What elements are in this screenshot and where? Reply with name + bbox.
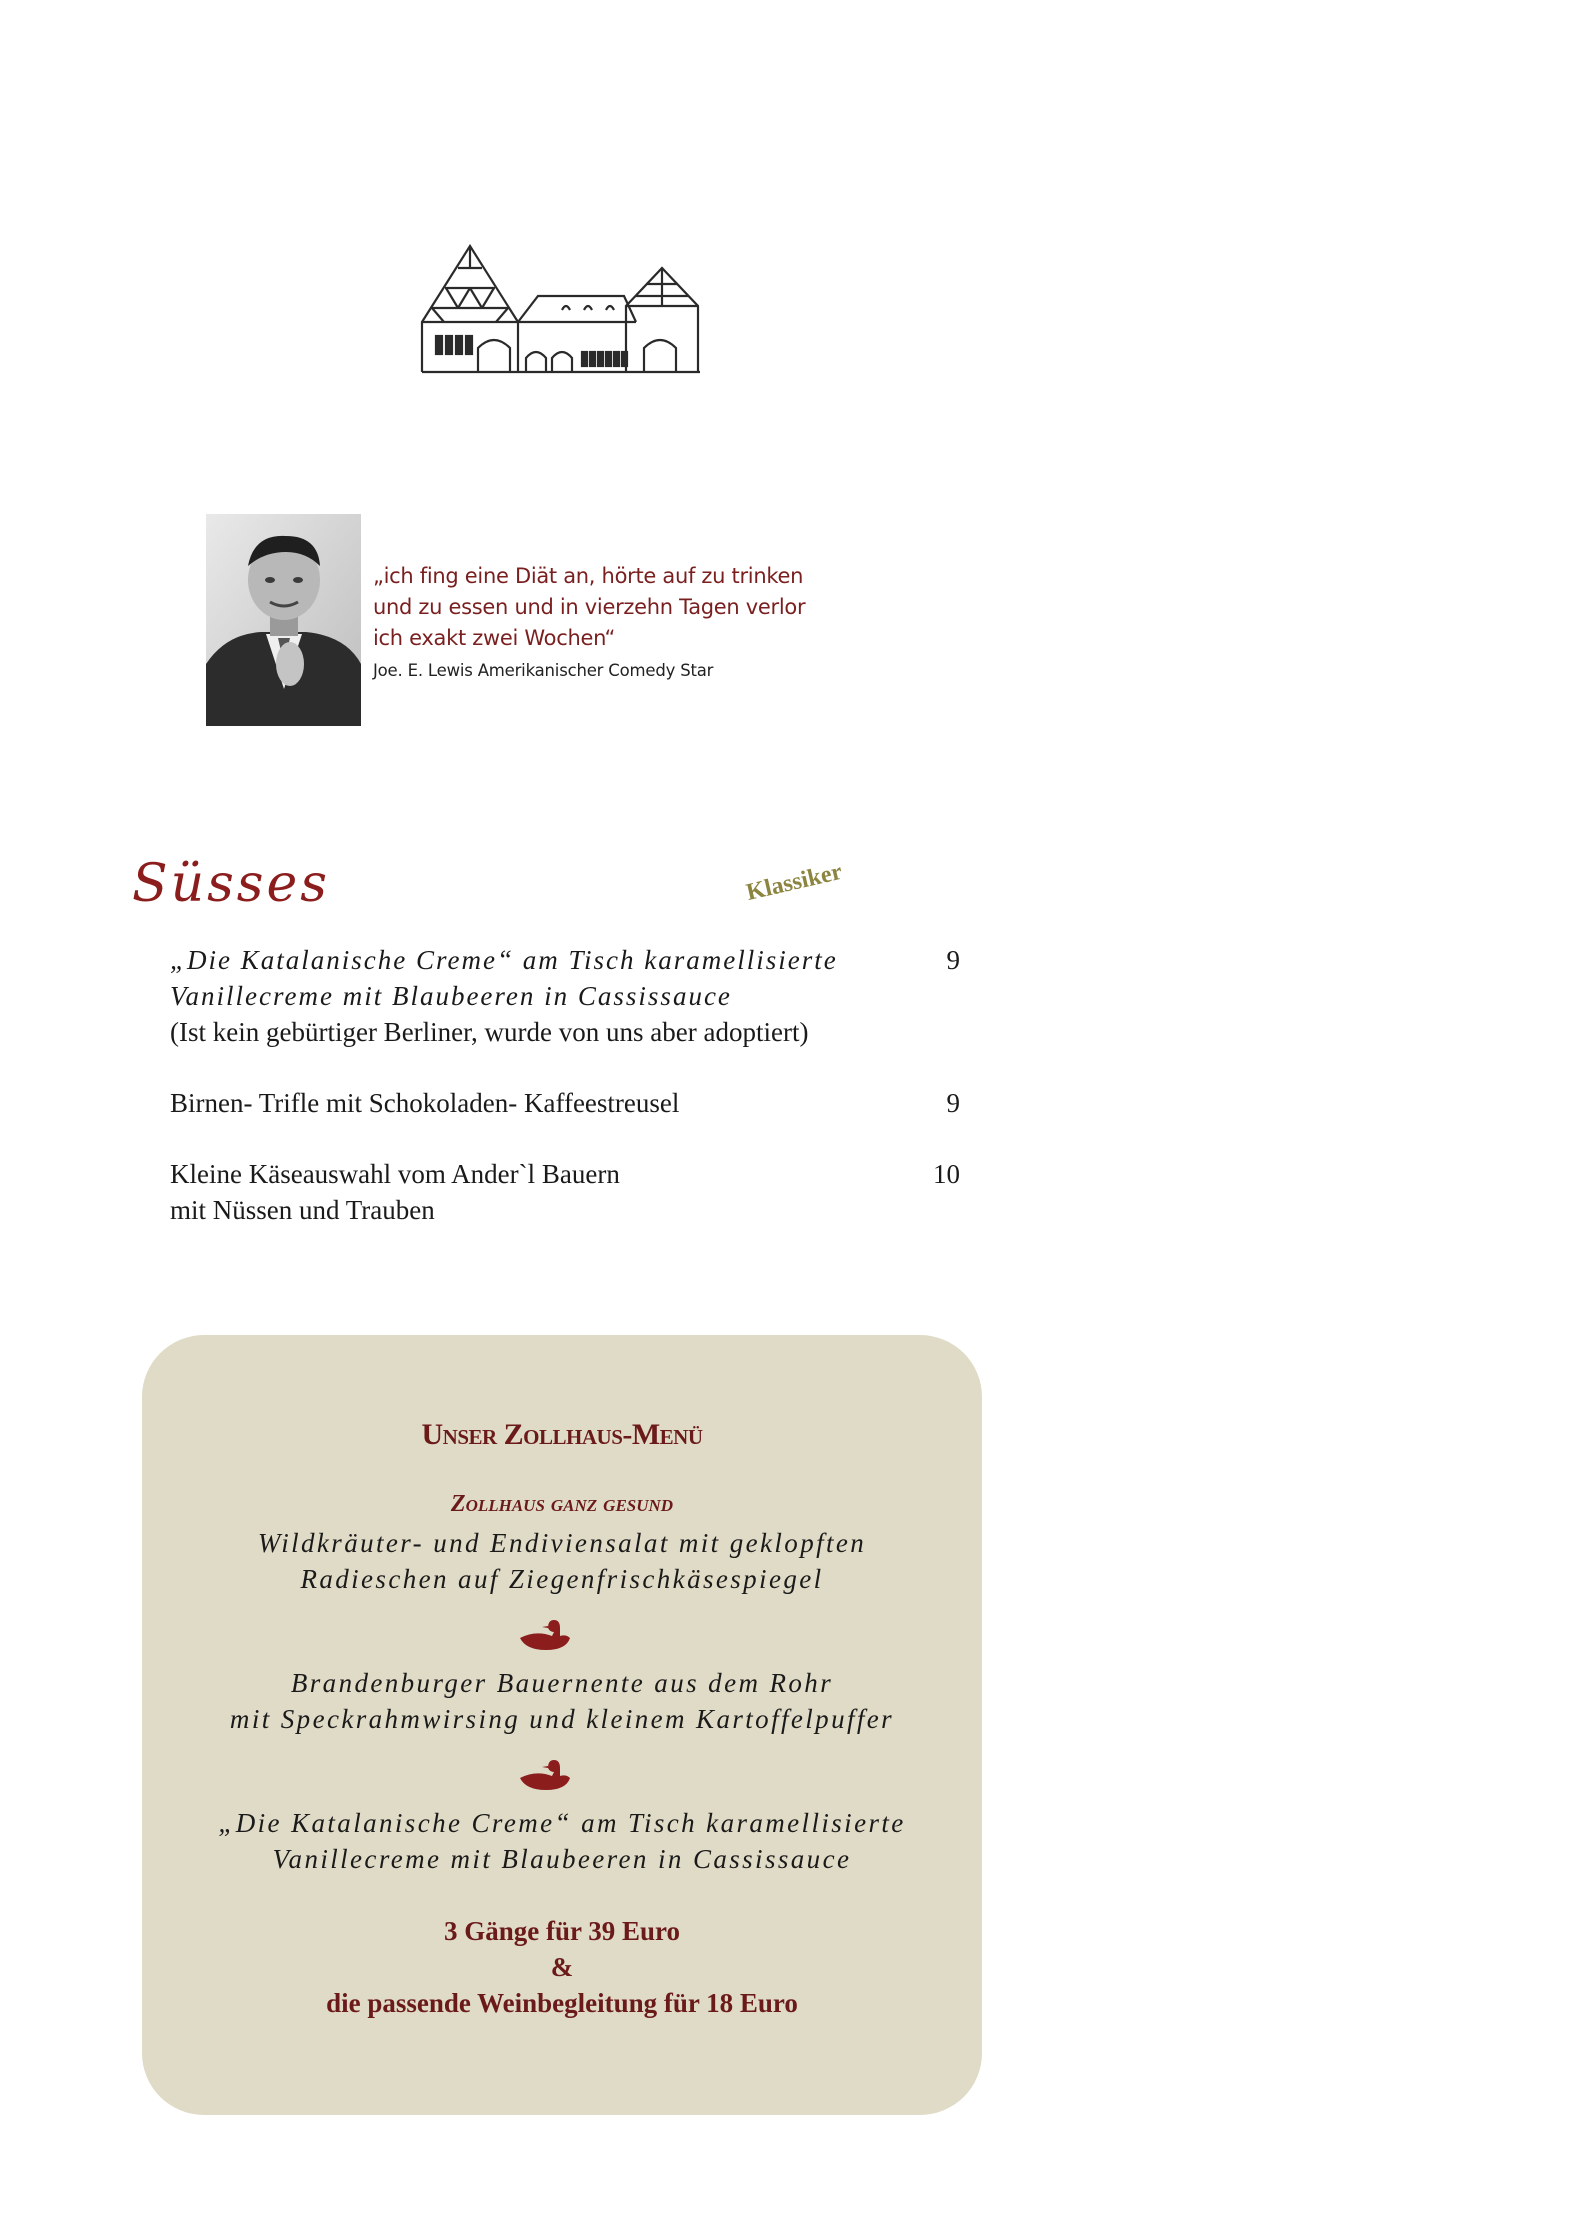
wine-pairing-price-line: die passende Weinbegleitung für 18 Euro	[326, 1988, 798, 2018]
menu-item-2-line-1: Birnen- Trifle mit Schokoladen- Kaffeestreusel	[170, 1088, 680, 1118]
set-menu-title: Unser Zollhaus-Menü	[421, 1418, 703, 1451]
course-3-line-1: „Die Katalanische Creme“ am Tisch karamellisierte	[218, 1808, 906, 1838]
menu-price-line: 3 Gänge für 39 Euro	[443, 1916, 681, 1946]
section-title: Süsses	[132, 854, 330, 914]
course-3-line-2: Vanillecreme mit Blaubeeren in Cassissauce	[272, 1844, 852, 1874]
menu-item-1-price: 9	[946, 945, 960, 975]
menu-price-ampersand: &	[550, 1952, 574, 1982]
course-2-line-1: Brandenburger Bauernente aus dem Rohr	[290, 1668, 834, 1698]
set-menu-subtitle: Zollhaus ganz gesund	[450, 1491, 674, 1517]
quote-line: ich exakt zwei Wochen“	[373, 626, 616, 650]
menu-item-3-line-1: Kleine Käseauswahl vom Ander`l Bauern	[170, 1159, 620, 1189]
menu-item-2-price: 9	[946, 1088, 960, 1118]
farmhouse-logo	[418, 244, 704, 378]
portrait-photo	[206, 514, 361, 726]
quote-line: und zu essen und in vierzehn Tagen verlor	[373, 595, 806, 619]
quote-author: Joe. E. Lewis Amerikanischer Comedy Star	[373, 661, 714, 680]
menu-item-1-line-2: Vanillecreme mit Blaubeeren in Cassissauce	[170, 981, 732, 1011]
klassiker-badge: Klassiker	[743, 858, 845, 907]
menu-item-3-line-2: mit Nüssen und Trauben	[170, 1195, 435, 1225]
course-1-line-1: Wildkräuter- und Endiviensalat mit geklopften	[257, 1528, 867, 1558]
duck-icon	[516, 1758, 576, 1792]
course-1-line-2: Radieschen auf Ziegenfrischkäsespiegel	[300, 1564, 824, 1594]
menu-item-1-line-1: „Die Katalanische Creme“ am Tisch karamellisierte	[170, 945, 838, 975]
menu-item-3-price: 10	[933, 1159, 960, 1189]
quote-line: „ich fing eine Diät an, hörte auf zu trinken	[373, 564, 804, 588]
menu-item-1-note: (Ist kein gebürtiger Berliner, wurde von uns aber adoptiert)	[170, 1017, 809, 1047]
duck-icon	[516, 1618, 576, 1652]
course-2-line-2: mit Speckrahmwirsing und kleinem Kartoffelpuffer	[229, 1704, 895, 1734]
